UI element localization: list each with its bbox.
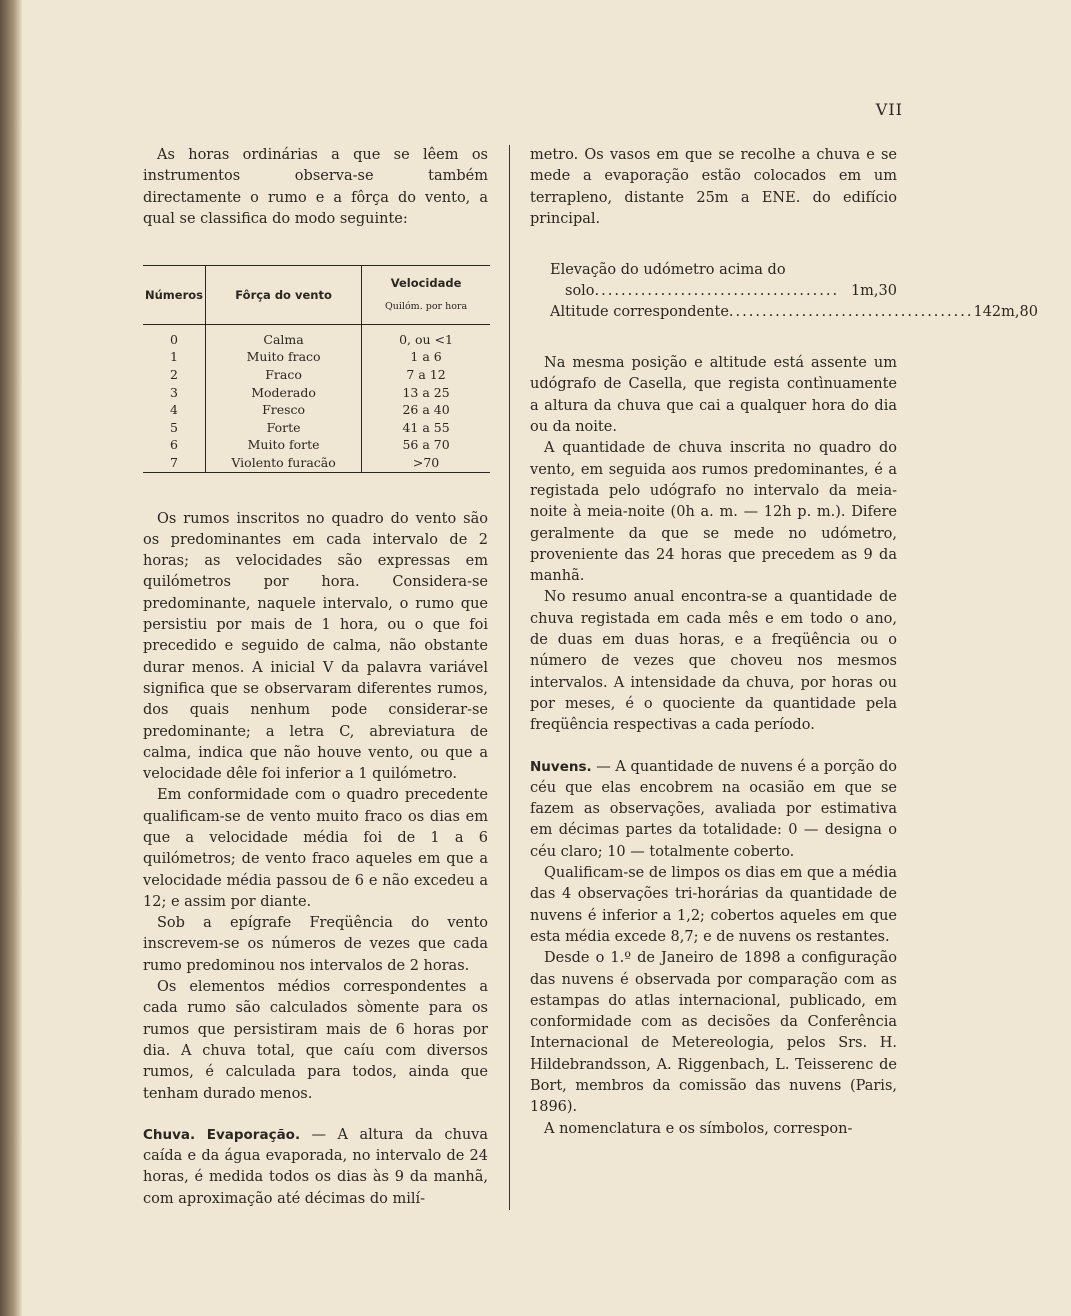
- table-row: [143, 384, 490, 402]
- nuvens-text: — A quantidade de nuvens é a porção do céu que elas encobrem na ocasião em que se fazem as observações, avaliada por estimativa em décimas partes da totalidade: 0 — designa o céu claro; 10 — totalmente coberto.: [530, 758, 897, 860]
- paragraph-resumo: No resumo anual encontra-se a quantidade de chuva registada em cada mês e em todo o ano, de duas em duas horas, e a freqüência ou o número de vezes que choveu nos mesmos intervalos. A intensidade da chuva, por horas ou por meses, é o quociente da quantidade pela freqüência respectivas a cada período.: [530, 589, 897, 734]
- paragraph-quantidade: A quantidade de chuva inscrita no quadro do vento, em seguida aos rumos predominantes, é a registada pelo udógrafo no intervalo da meia-noite à meia-noite (0h a. m. — 12h p. m.). Difere geralmente da que se mede no udómetro, proveniente das 24 horas que precedem as 9 da manhã.: [530, 440, 897, 585]
- cell-velocidade: 0, ou <1: [399, 331, 453, 347]
- cell-numero: 6: [170, 437, 178, 453]
- paragraph-rumos: Os rumos inscritos no quadro do vento são os predominantes em cada intervalo de 2 horas; as velocidades são expressas em quilómetros por hora. Considera-se predominante, naquele intervalo, o rumo que persistiu por mais de 1 hora, ou o que foi precedido e seguido de calma, não obstante durar menos. A inicial V da palavra variável significa que se observaram diferentes rumos, dos quais nenhum pode considerar-se predominante; a letra C, abreviatura de calma, indica que não houve vento, ou que a velocidade dêle foi inferior a 1 quilómetro.: [143, 510, 488, 783]
- cell-numero: 7: [143, 454, 206, 472]
- paragraph-udografo: Na mesma posição e altitude está assente um udógrafo de Casella, que regista contìnuamente a altura da chuva que cai a qualquer hora do dia ou da noite.: [530, 355, 897, 436]
- cell-forca: Moderado: [206, 384, 362, 402]
- elevation-altitude-value: 142m,80: [973, 304, 1038, 321]
- header-forca: Fôrça do vento: [206, 266, 362, 325]
- chuva-text: — A altura da chuva caída e da água evaporada, no intervalo de 24 horas, é medida todos os dias às 9 da manhã, com aproximação até décimas do milí-: [143, 1126, 488, 1207]
- elevation-altitude-label: Altitude correspondente: [550, 304, 729, 321]
- cell-forca: Muito forte: [206, 436, 362, 454]
- header-velocidade-unit: Quilóm. por hora: [384, 301, 468, 313]
- cell-forca: Forte: [206, 419, 362, 437]
- paragraph-nomenclatura: A nomenclatura e os símbolos, correspon-: [544, 1120, 853, 1137]
- heading-nuvens: Nuvens.: [530, 758, 592, 775]
- dot-leader: .....................................: [728, 304, 974, 321]
- elevation-solo-label: solo: [565, 283, 595, 300]
- paragraph-configuracao: Desde o 1.º de Janeiro de 1898 a configuração das nuvens é observada por comparação com as estampas do atlas internacional, publicado, em conformidade com as decisões da Conferência Internacional de Metereologia, pelos Srs. H. Hildebrandsson, A. Riggenbach, L. Teisserenc de Bort, membros da comissão das nuvens (Paris, 1896).: [530, 950, 897, 1116]
- cell-numero: 2: [170, 366, 178, 382]
- cell-velocidade: 1 a 6: [410, 349, 442, 365]
- paragraph-limpos: Qualificam-se de limpos os dias em que a média das 4 observações tri-horárias da quantidade de nuvens é inferior a 1,2; cobertos aqueles em que esta média excede 8,7; e de nuvens os restantes.: [530, 865, 897, 945]
- cell-numero: 3: [170, 384, 178, 400]
- table-row: [143, 348, 490, 366]
- paragraph-elementos: Os elementos médios correspondentes a cada rumo são calculados sòmente para os rumos que persistiram mais de 6 horas por dia. A chuva total, que caíu com diversos rumos, é calculada para todos, ainda que tenham durado menos.: [143, 979, 488, 1102]
- cell-numero: 0: [170, 331, 178, 347]
- table-row: [143, 436, 490, 454]
- elevation-row-solo: [550, 281, 897, 302]
- wind-force-table: [143, 265, 490, 472]
- table-row: [143, 366, 490, 384]
- paragraph-continuation: metro. Os vasos em que se recolhe a chuva e se mede a evaporação estão colocados em um terrapleno, distante 25m a ENE. do edifício principal.: [530, 147, 897, 227]
- elevation-solo-value: 1m,30: [850, 283, 897, 300]
- left-column: [143, 145, 488, 1210]
- cell-forca: Violento furacão: [206, 454, 362, 472]
- heading-chuva: Chuva. Evaporação.: [143, 1126, 301, 1143]
- cell-numero: 4: [170, 402, 178, 418]
- paragraph-chuva: [143, 1125, 488, 1210]
- cell-velocidade: 7 a 12: [406, 366, 446, 382]
- paragraph-nuvens: [530, 757, 897, 863]
- cell-numero: 5: [170, 419, 178, 435]
- page-number: VII: [875, 100, 903, 119]
- elevation-label: Elevação do udómetro acima do: [550, 262, 786, 279]
- cell-velocidade: >70: [362, 454, 490, 472]
- header-velocidade-label: Velocidade: [390, 276, 462, 291]
- cell-forca: Fraco: [206, 366, 362, 384]
- paragraph-conformidade: Em conformidade com o quadro precedente qualificam-se de vento muito fraco os dias em que a velocidade média foi de 1 a 6 quilómetros; de vento fraco aqueles em que a velocidade média passou de 6 e não excedeu a 12; e assim por diante.: [143, 787, 488, 910]
- table-row: [143, 401, 490, 419]
- intro-paragraph: As horas ordinárias a que se lêem os instrumentos observa-se também directamente o rumo e a fôrça do vento, a qual se classifica do modo seguinte:: [143, 147, 488, 227]
- header-velocidade: [362, 266, 490, 325]
- dot-leader: .....................................: [594, 283, 840, 300]
- cell-velocidade: 26 a 40: [402, 402, 450, 418]
- cell-forca: Fresco: [206, 401, 362, 419]
- table-row: [143, 454, 490, 472]
- cell-velocidade: 56 a 70: [402, 437, 450, 453]
- right-column: [530, 145, 1038, 1140]
- cell-velocidade: 13 a 25: [402, 384, 450, 400]
- header-numeros: Números: [143, 266, 206, 325]
- column-divider: [509, 145, 510, 1210]
- page-binding-shadow: [0, 0, 22, 1316]
- cell-velocidade: 41 a 55: [402, 419, 450, 435]
- table-row: [143, 324, 490, 348]
- paragraph-frequencia: Sob a epígrafe Freqüência do vento inscrevem-se os números de vezes que cada rumo predominou nos intervalos de 2 horas.: [143, 915, 488, 974]
- elevation-row-altitude: [550, 302, 1038, 323]
- elevation-list: [550, 260, 1038, 323]
- cell-numero: 1: [170, 349, 178, 365]
- cell-forca: Muito fraco: [206, 348, 362, 366]
- elevation-row-label: [550, 260, 897, 281]
- cell-forca: Calma: [206, 324, 362, 348]
- table-row: [143, 419, 490, 437]
